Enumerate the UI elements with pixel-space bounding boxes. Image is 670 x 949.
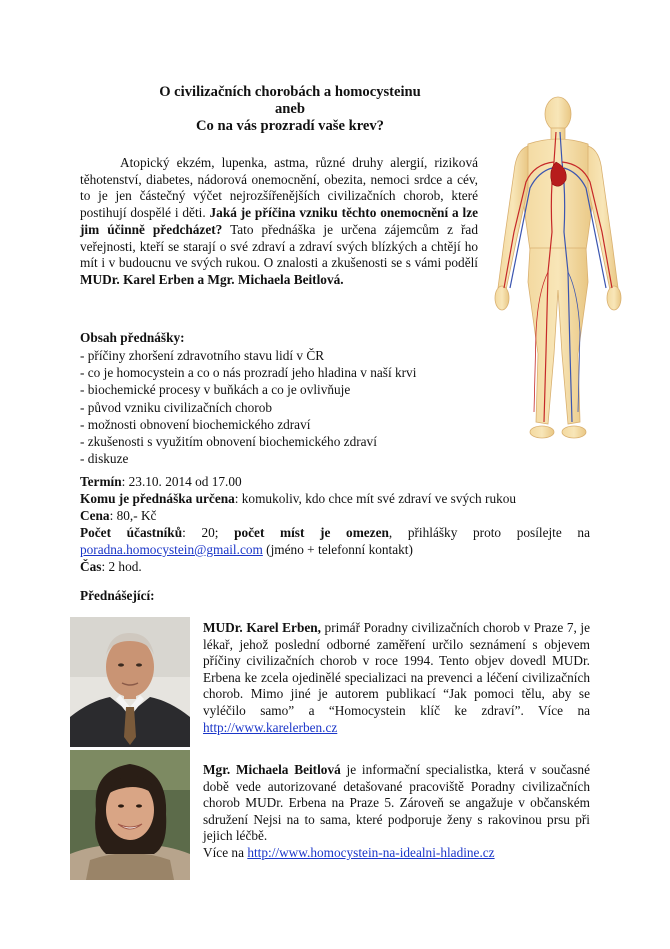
termin-value: : 23.10. 2014 od 17.00 bbox=[121, 474, 242, 489]
title-line-2: aneb bbox=[274, 101, 305, 117]
intro-speakers: MUDr. Karel Erben a Mgr. Michaela Beitlová. bbox=[80, 271, 344, 287]
pocet-line bbox=[80, 524, 590, 541]
speaker-name-1: MUDr. Karel Erben, bbox=[203, 620, 321, 635]
email-note: (jméno + telefonní kontakt) bbox=[262, 542, 413, 557]
bio-michaela-beitlova bbox=[203, 762, 590, 862]
pocet-label: Počet účastníků bbox=[80, 525, 183, 540]
list-item: - zkušenosti s využitím obnovení biochemického zdraví bbox=[80, 434, 377, 450]
cas-line bbox=[80, 558, 590, 575]
mist-label: počet míst je omezen bbox=[234, 525, 389, 540]
pocet-value: : 20; bbox=[182, 525, 235, 540]
speaker-name-2: Mgr. Michaela Beitlová bbox=[203, 762, 341, 777]
document-title bbox=[80, 84, 500, 135]
cena-label: Cena bbox=[80, 508, 110, 523]
intro-text-1: Atopický ekzém, lupenka, astma, různé druhy alergií, riziková těhotenství, diabetes, nádorová onemocnění, obezita, nemoci srdce a cév, to je jen částečný výčet nejrozšířenějších civilizačních chorob, které postihují dospělé i děti. bbox=[80, 155, 478, 221]
event-info bbox=[80, 473, 590, 575]
list-item: - možnosti obnovení biochemického zdraví bbox=[80, 416, 311, 432]
intro-text-2: Tato přednáška je určena zájemcům z řad veřejnosti, kteří se starají o své zdraví a zdraví svých blízkých a chtějí ho mít i v budoucnu ve svých rukou. O znalosti a zkušenosti se s vámi podělí bbox=[80, 221, 478, 271]
speaker-text-2: je informační specialistka, která v současné době vede autorizované detašované pracoviště Poradny civilizačních chorob MUDr. Erbena na Praze 5. Zároveň se angažuje v občanském sdružení Nejsi na to sama, které podporuje ženy s rakovinou prsu při jejich léčbě. bbox=[203, 762, 590, 844]
komu-label: Komu je přednáška určena bbox=[80, 491, 235, 506]
cena-value: : 80,- Kč bbox=[109, 508, 157, 523]
komu-value: : komukoliv, kdo chce mít své zdraví ve svých rukou bbox=[234, 491, 517, 506]
email-link[interactable]: poradna.homocystein@gmail.com bbox=[80, 542, 263, 557]
cena-line bbox=[80, 507, 590, 524]
list-item: - co je homocystein a co o nás prozradí jeho hladina v naší krvi bbox=[80, 365, 417, 381]
photo-karel-erben bbox=[70, 617, 190, 747]
body-illustration bbox=[490, 92, 625, 444]
list-item: - diskuze bbox=[80, 451, 129, 467]
link-homocystein[interactable]: http://www.homocystein-na-idealni-hladine.cz bbox=[247, 844, 495, 860]
obsah-list bbox=[80, 347, 416, 467]
list-item: - původ vzniku civilizačních chorob bbox=[80, 399, 273, 415]
prednasejici-heading: Přednášející: bbox=[80, 588, 155, 603]
more-label: Více na bbox=[203, 844, 248, 860]
cas-value: : 2 hod. bbox=[101, 559, 142, 574]
speaker-text-1: primář Poradny civilizačních chorob v Praze 7, je lékař, jehož poslední odborné zaměření určilo seznámení s objevem příčiny civilizačních chorob v roce 1994. Tento objev dovedl MUDr. Erbena ke zcela ojedinělé specializaci na prevenci a léčení civilizačních chorob. Mimo jiné je autorem publikací “Jak pomoci tělu, aby se vyléčilo samo” a “Homocystein klíč ke zdraví”. Více na bbox=[203, 620, 590, 718]
title-line-1: O civilizačních chorobách a homocysteinu bbox=[159, 84, 421, 100]
bio-karel-erben bbox=[203, 620, 590, 736]
list-item: - příčiny zhoršení zdravotního stavu lidí v ČR bbox=[80, 348, 325, 363]
komu-line bbox=[80, 490, 590, 507]
cas-label: Čas bbox=[80, 559, 102, 574]
intro-question: Jaká je příčina vzniku těchto onemocnění a lze jim účinně předcházet? bbox=[80, 205, 478, 237]
obsah-heading: Obsah přednášky: bbox=[80, 330, 185, 345]
intro-paragraph bbox=[80, 155, 478, 289]
photo-michaela-beitlova bbox=[70, 750, 190, 880]
link-karelerben[interactable]: http://www.karelerben.cz bbox=[203, 719, 338, 735]
title-line-3: Co na vás prozradí vaše krev? bbox=[196, 118, 384, 134]
termin-line bbox=[80, 473, 590, 490]
email-line bbox=[80, 541, 590, 558]
list-item: - biochemické procesy v buňkách a co je ovlivňuje bbox=[80, 382, 351, 398]
mist-value: , přihlášky proto posílejte na bbox=[388, 525, 590, 540]
termin-label: Termín bbox=[80, 474, 122, 489]
